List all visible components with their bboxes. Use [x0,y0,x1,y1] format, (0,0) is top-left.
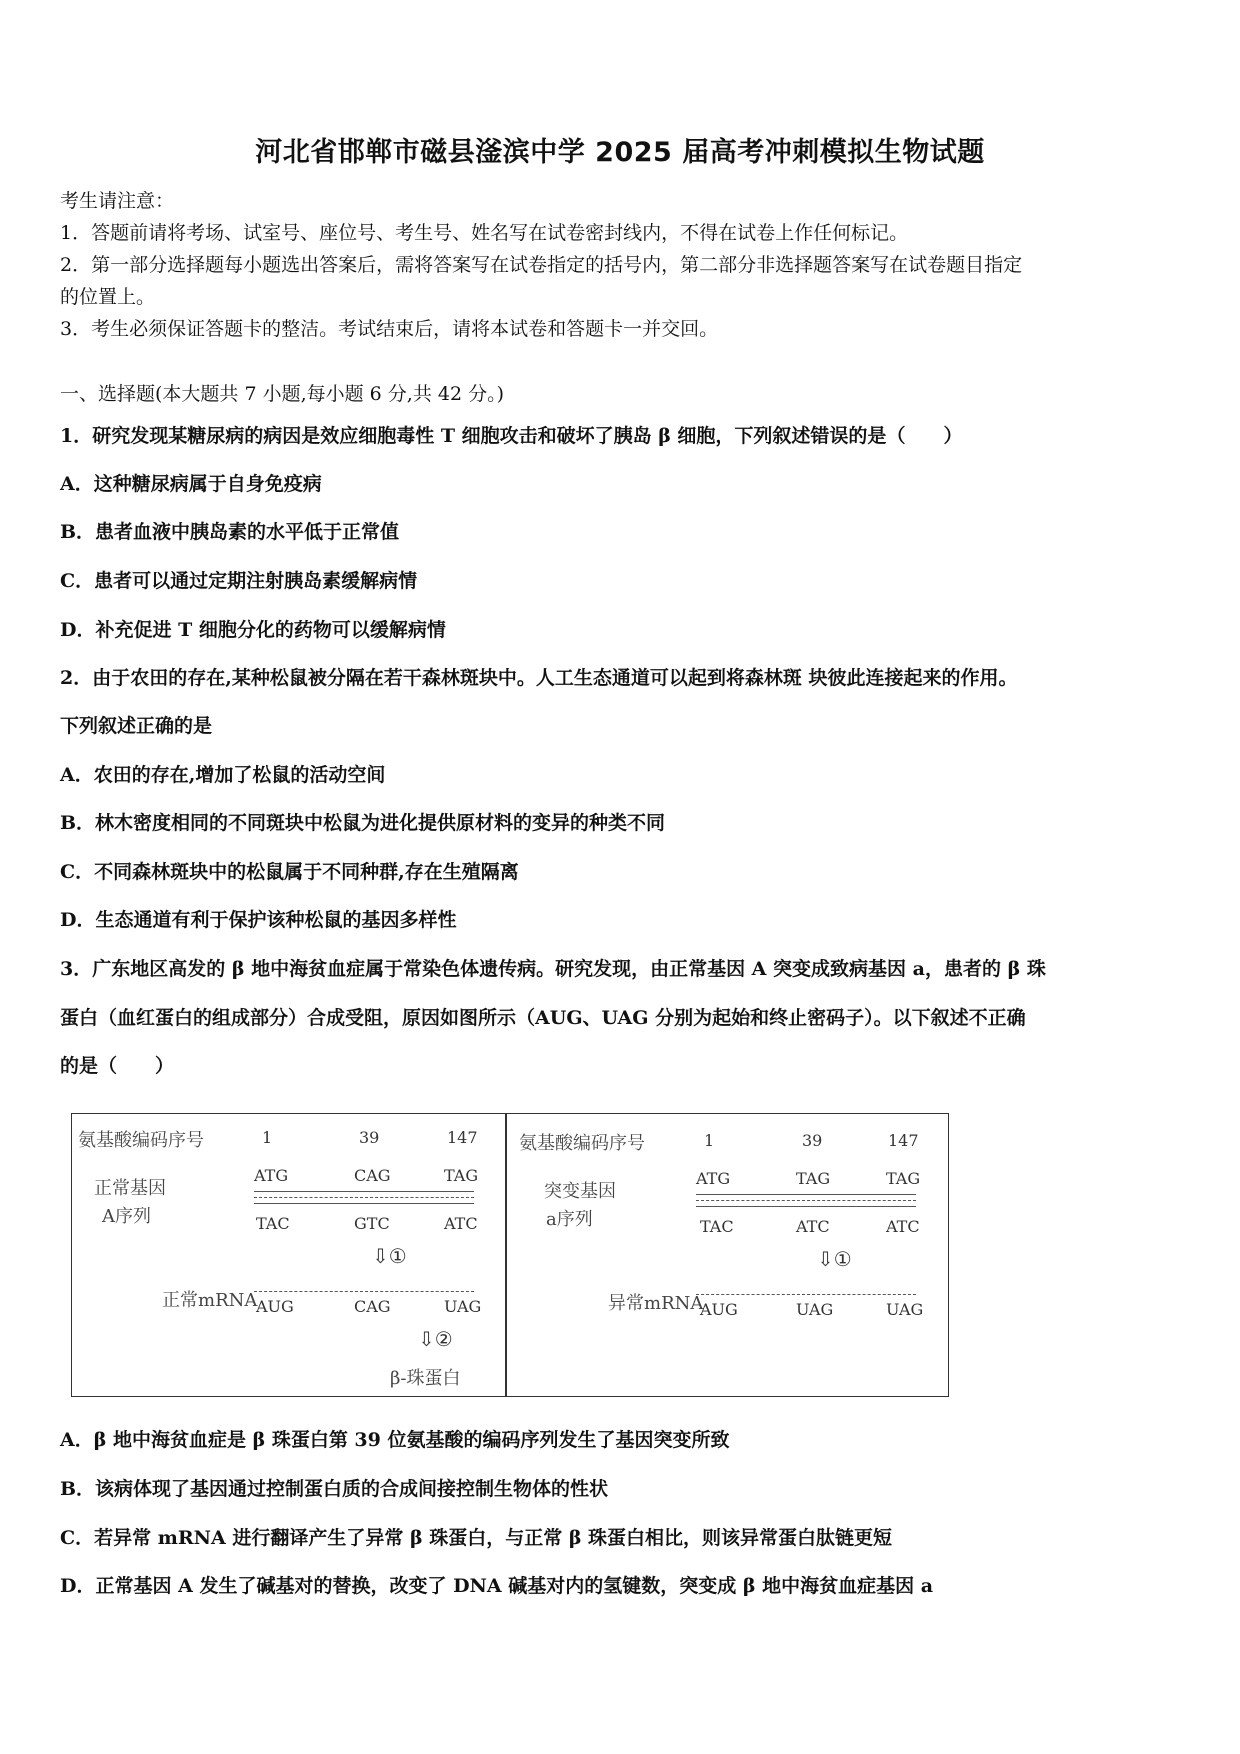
notice-heading: 考生请注意： [60,190,175,212]
left-mrna-codon-1: AUG [256,1297,294,1316]
q1-option-c: C．患者可以通过定期注射胰岛素缓解病情 [60,570,418,592]
right-num-39: 39 [802,1131,823,1150]
q3-option-b: B．该病体现了基因通过控制蛋白质的合成间接控制生物体的性状 [60,1478,609,1500]
right-num-1: 1 [704,1131,715,1150]
right-transcription-arrow: ⇩① [817,1247,852,1271]
left-num-39: 39 [359,1128,380,1147]
left-transcription-arrow: ⇩① [372,1244,407,1268]
right-dna-strand-top [696,1194,916,1195]
left-header: 氨基酸编码序号 [78,1130,204,1151]
left-sequence-label: A序列 [102,1206,151,1227]
q3-stem-cont-2: 的是（ ） [60,1055,175,1077]
left-dna-strand-bottom [254,1203,474,1204]
q3-stem: 3．广东地区高发的 β 地中海贫血症属于常染色体遗传病。研究发现，由正常基因 A 突变成致病基因 a，患者的 β 珠 [60,958,1046,980]
notice-item-1: 1．答题前请将考场、试室号、座位号、考生号、姓名写在试卷密封线内，不得在试卷上作任何标记。 [60,222,909,244]
q2-stem-cont: 下列叙述正确的是 [60,715,213,737]
q1-option-d: D．补充促进 T 细胞分化的药物可以缓解病情 [60,619,446,641]
q2-option-a: A．农田的存在,增加了松鼠的活动空间 [60,764,386,786]
q2-stem: 2．由于农田的存在,某种松鼠被分隔在若干森林斑块中。人工生态通道可以起到将森林斑 块彼此连接起来的作用。 [60,667,1018,689]
left-gene-label: 正常基因 [94,1178,166,1199]
right-sequence-label: a序列 [546,1209,593,1230]
right-top-codon-147: TAG [886,1169,921,1188]
q2-option-c: C．不同森林斑块中的松鼠属于不同种群,存在生殖隔离 [60,861,519,883]
left-num-147: 147 [447,1128,478,1147]
left-top-codon-147: TAG [444,1166,479,1185]
notice-item-3: 3．考生必须保证答题卡的整洁。考试结束后，请将本试卷和答题卡一并交回。 [60,318,719,340]
left-bottom-codon-147: ATC [444,1214,478,1233]
q3-stem-cont-1: 蛋白（血红蛋白的组成部分）合成受阻，原因如图所示（AUG、UAG 分别为起始和终止密码子）。以下叙述不正确 [60,1007,1026,1029]
left-mrna-strand [254,1291,474,1292]
left-mrna-codon-39: CAG [354,1297,391,1316]
page-title: 河北省邯郸市磁县滏滨中学 2025 届高考冲刺模拟生物试题 [255,137,985,168]
right-mrna-codon-39: UAG [796,1300,834,1319]
q2-option-b: B．林木密度相同的不同斑块中松鼠为进化提供原材料的变异的种类不同 [60,812,666,834]
right-dna-strand-mid [696,1200,916,1201]
left-protein-label: β-珠蛋白 [390,1368,461,1389]
left-top-codon-1: ATG [254,1166,289,1185]
section-heading: 一、选择题(本大题共 7 小题,每小题 6 分,共 42 分。) [60,383,504,405]
right-top-codon-1: ATG [696,1169,731,1188]
notice-item-2: 2．第一部分选择题每小题选出答案后，需将答案写在试卷指定的括号内，第二部分非选择题答案写在试卷题目指定 [60,254,1023,276]
q3-option-c: C．若异常 mRNA 进行翻译产生了异常 β 珠蛋白，与正常 β 珠蛋白相比，则该异常蛋白肽链更短 [60,1527,893,1549]
right-bottom-codon-1: TAC [700,1217,734,1236]
q2-option-d: D．生态通道有利于保护该种松鼠的基因多样性 [60,909,457,931]
right-header: 氨基酸编码序号 [519,1133,645,1154]
right-top-codon-39: TAG [796,1169,831,1188]
left-mrna-label: 正常mRNA [162,1290,258,1311]
q1-option-b: B．患者血液中胰岛素的水平低于正常值 [60,521,400,543]
q3-option-d: D．正常基因 A 发生了碱基对的替换，改变了 DNA 碱基对内的氢键数，突变成 β 地中海贫血症基因 a [60,1575,934,1597]
left-translation-arrow: ⇩② [418,1327,453,1351]
right-mrna-codon-1: AUG [700,1300,738,1319]
right-dna-strand-bottom [696,1206,916,1207]
right-bottom-codon-39: ATC [796,1217,830,1236]
q1-stem: 1．研究发现某糖尿病的病因是效应细胞毒性 T 细胞攻击和破坏了胰岛 β 细胞，下列叙述错误的是（ ） [60,425,963,447]
q3-option-a: A．β 地中海贫血症是 β 珠蛋白第 39 位氨基酸的编码序列发生了基因突变所致 [60,1429,730,1451]
right-mrna-label: 异常mRNA [608,1293,704,1314]
right-mrna-strand [696,1294,916,1295]
left-mrna-codon-147: UAG [444,1297,482,1316]
right-mrna-codon-147: UAG [886,1300,924,1319]
left-bottom-codon-39: GTC [354,1214,390,1233]
left-dna-strand-top [254,1191,474,1192]
left-bottom-codon-1: TAC [256,1214,290,1233]
right-num-147: 147 [888,1131,919,1150]
q1-option-a: A．这种糖尿病属于自身免疫病 [60,473,322,495]
gene-mutation-diagram [71,1113,949,1397]
left-top-codon-39: CAG [354,1166,391,1185]
left-num-1: 1 [262,1128,273,1147]
notice-item-2-cont: 的位置上。 [60,286,156,308]
left-dna-strand-mid [254,1197,474,1198]
diagram-divider [505,1114,507,1396]
right-bottom-codon-147: ATC [886,1217,920,1236]
right-gene-label: 突变基因 [544,1181,616,1202]
